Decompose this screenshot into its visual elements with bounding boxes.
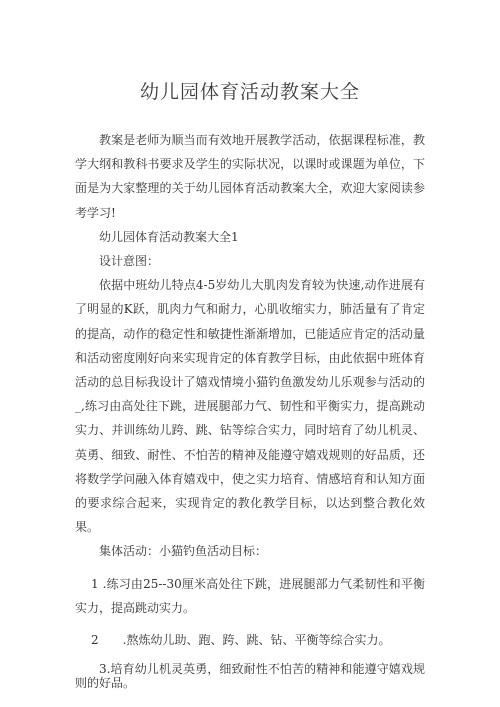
design-intent-paragraph: 依据中班幼儿特点4-5岁幼儿大肌肉发育较为快速,动作进展有了明显的K跃，肌肉力气和耐力，心肌收缩实力，肺活量有了肯定的提高，动作的稳定性和敏捷性渐渐增加，已能适应肯定的活动量和活动密度刚好向来实现肯定的体育教学目标，由此依据中班体育活动的总目标我设计了嬉戏情境小猫钓鱼激发幼儿乐观参与活动的_,练习由高处往下跳，进展腿部力气、韧性和平衡实力，提高跳动实力、并训练幼儿跨、跳、钻等综合实力，同时培育了幼儿机灵、英勇、细致、耐性、不怕苦的精神及能遵守嬉戏规则的好品质，还将数学学问融入体育嬉戏中，使之实力培育、情感培育和认知方面的要求综合起来，实现肯定的教化教学目标，以达到整合教化效果。	[75, 278, 425, 535]
goal-item-2: 2 .熬炼幼儿助、跑、跨、跳、钻、平衡等综合实力。	[91, 633, 391, 648]
activity-goals-label: 集体活动：小猫钓鱼活动目标：	[99, 544, 268, 559]
document-title: 幼儿园体育活动教案大全	[139, 81, 360, 103]
goal-item-3: 3.培育幼儿机灵英勇，细致耐性不怕苦的精神和能遵守嬉戏规则的好品。	[75, 662, 425, 691]
section-heading: 幼儿园体育活动教案大全1	[99, 229, 239, 244]
design-intent-label: 设计意图：	[99, 254, 160, 269]
intro-paragraph: 教案是老师为顺当而有效地开展教学活动，依据课程标准，教学大纲和教科书要求及学生的实际状况，以课时或课题为单位，下面是为大家整理的关于幼儿园体育活动教案大全，欢迎大家阅读参考学习!	[75, 133, 425, 220]
goal-item-1: 1 .练习由25--30厘米高处往下跳，进展腿部力气柔韧性和平衡实力，提高跳动实力。	[75, 576, 425, 615]
document-body	[75, 128, 425, 690]
